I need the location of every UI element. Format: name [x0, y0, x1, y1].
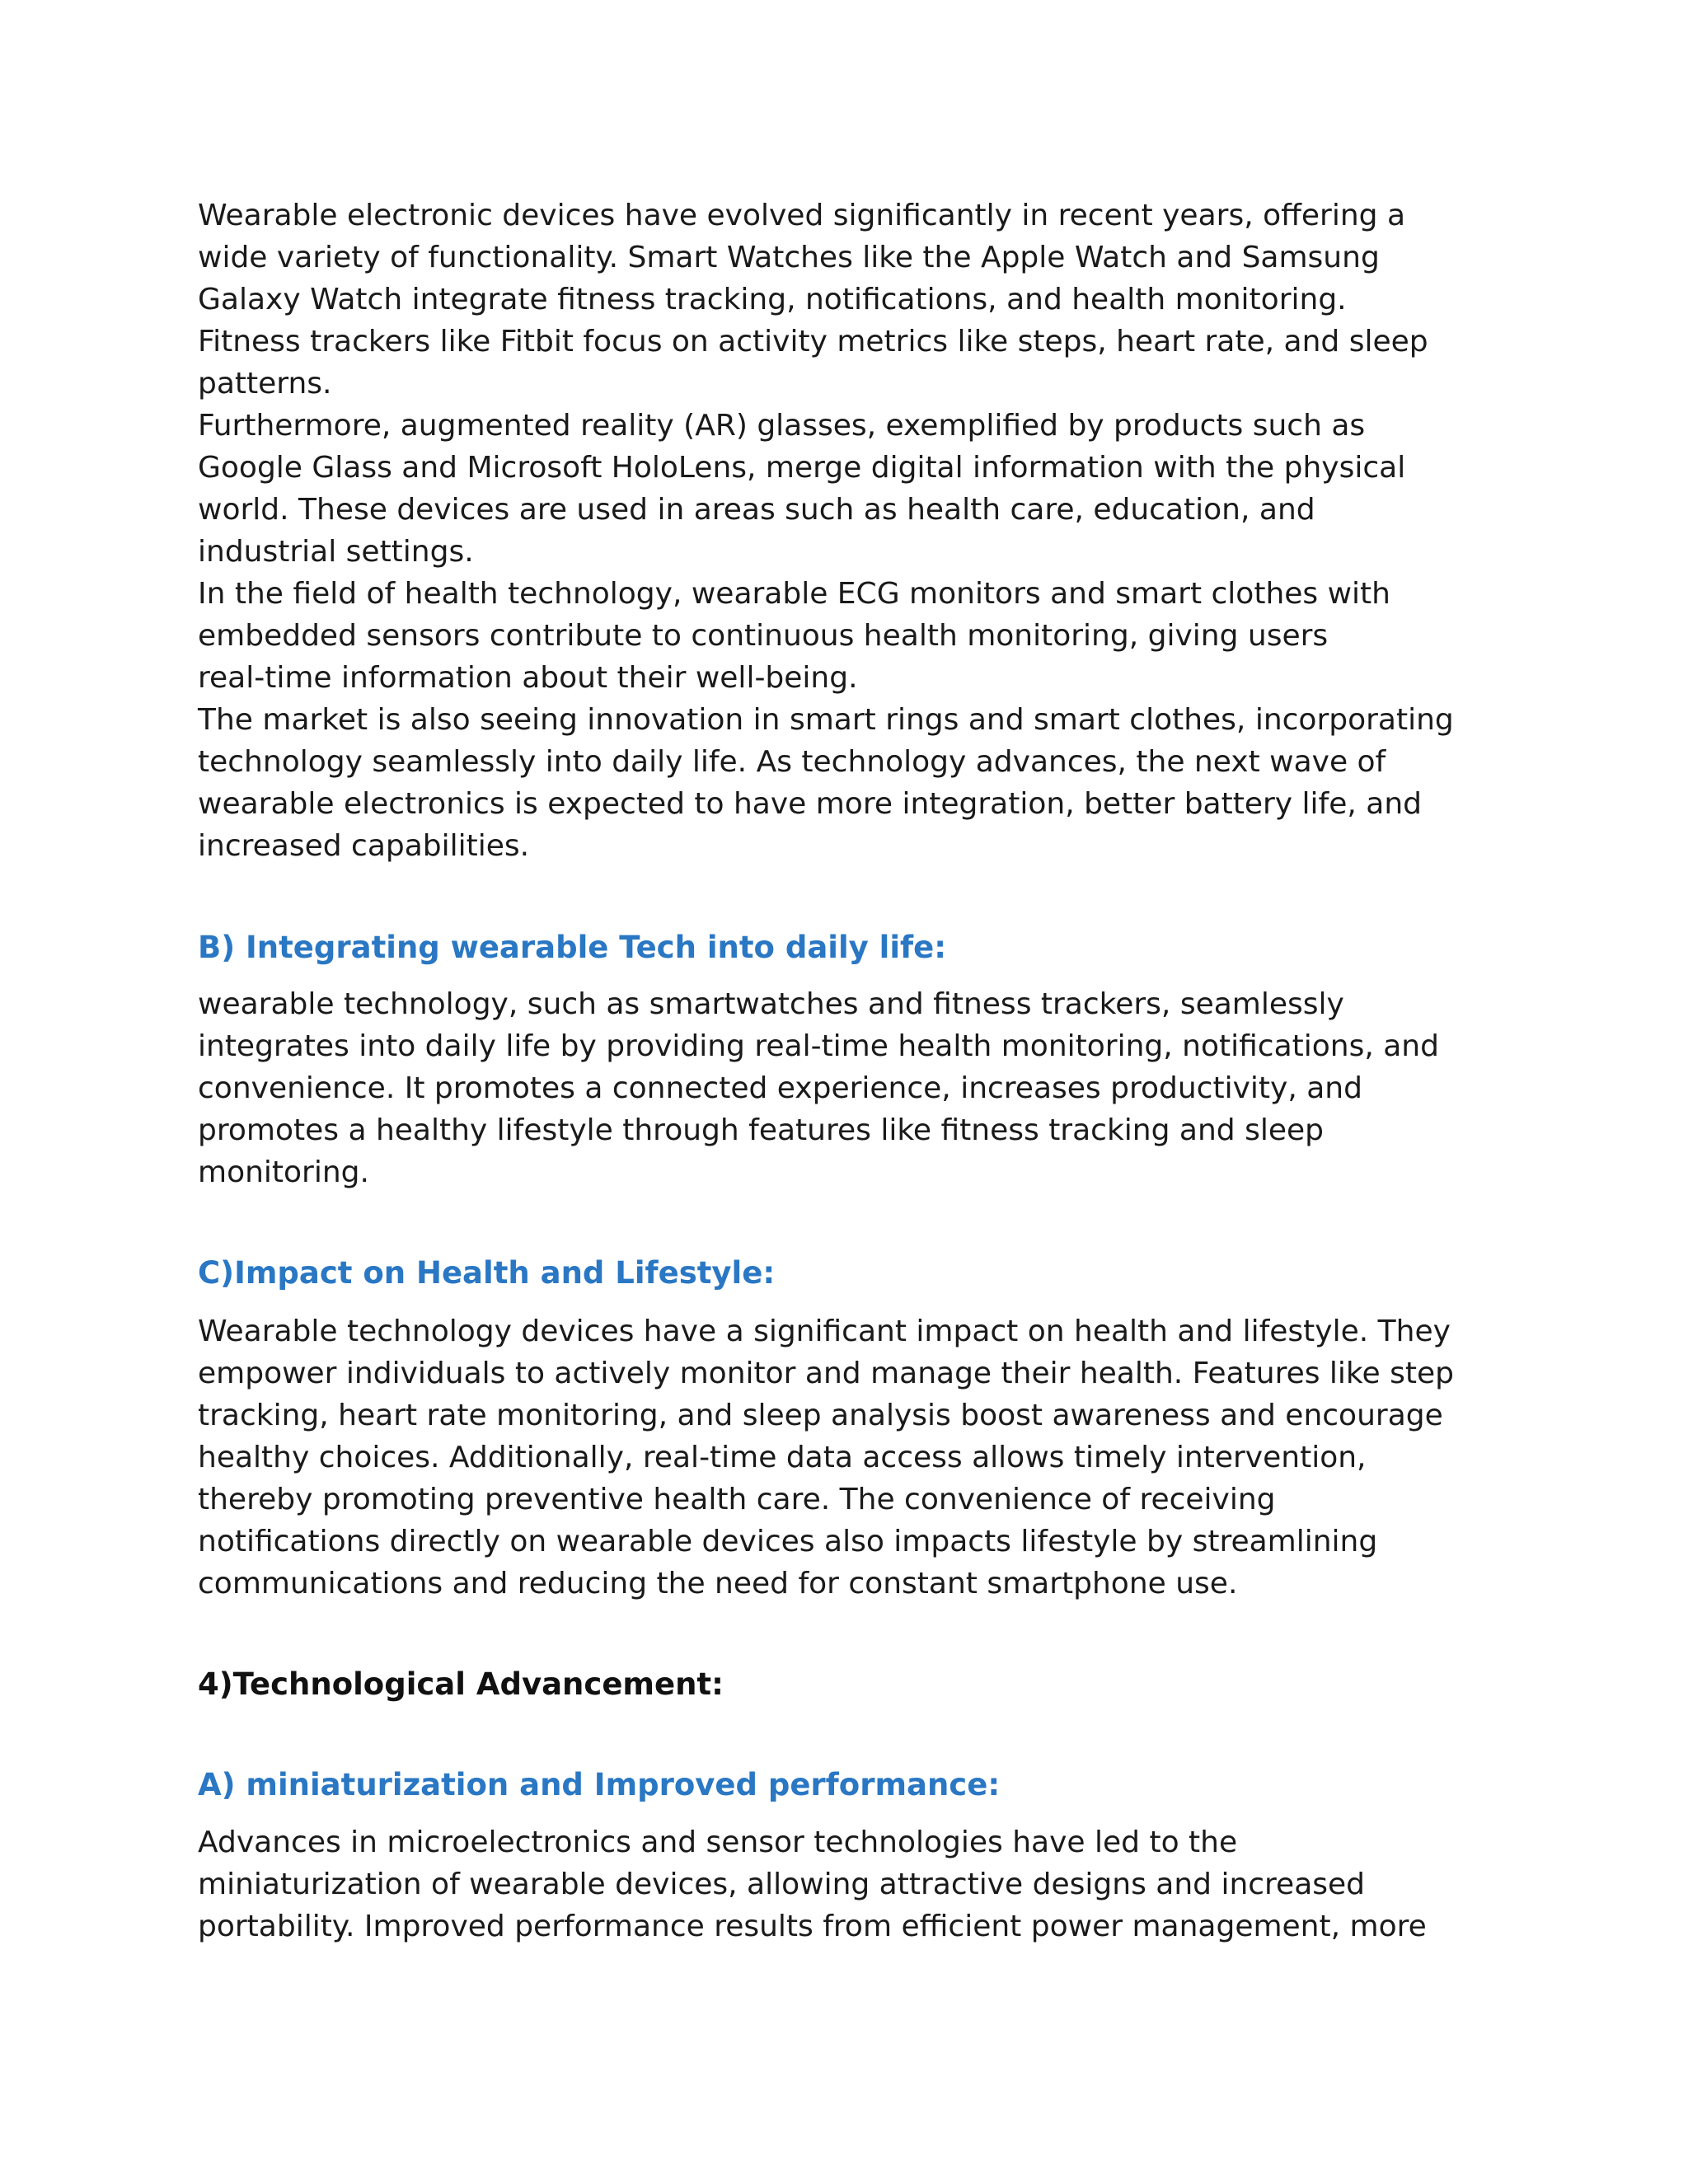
paragraph-daily-life [198, 983, 1517, 1193]
text-line: integrates into daily life by providing real-time health monitoring, notifications, and [198, 1029, 1439, 1063]
paragraph-miniaturization [198, 1821, 1517, 1947]
text-line: industrial settings. [198, 535, 474, 569]
text-line: thereby promoting preventive health care. The convenience of receiving [198, 1483, 1276, 1516]
text-line: tracking, heart rate monitoring, and sleep analysis boost awareness and encourage [198, 1399, 1443, 1432]
text-line: convenience. It promotes a connected experience, increases productivity, and [198, 1071, 1362, 1105]
text-line: wearable electronics is expected to have more integration, better battery life, and [198, 787, 1422, 821]
text-line: Galaxy Watch integrate fitness tracking, notifications, and health monitoring. [198, 283, 1347, 316]
document-page [198, 194, 1517, 1947]
text-line: miniaturization of wearable devices, allowing attractive designs and increased [198, 1868, 1366, 1901]
heading-section-a: A) miniaturization and Improved performance: [198, 1767, 1001, 1802]
text-line: Wearable technology devices have a significant impact on health and lifestyle. They [198, 1315, 1451, 1348]
text-line: monitoring. [198, 1155, 369, 1189]
text-line: healthy choices. Additionally, real-time data access allows timely intervention, [198, 1441, 1367, 1474]
heading-section-c: C)Impact on Health and Lifestyle: [198, 1255, 776, 1291]
text-line: real-time information about their well-being. [198, 661, 858, 695]
text-line: Advances in microelectronics and sensor technologies have led to the [198, 1825, 1238, 1859]
text-line: wide variety of functionality. Smart Watches like the Apple Watch and Samsung [198, 241, 1380, 274]
text-line: promotes a healthy lifestyle through features like fitness tracking and sleep [198, 1113, 1324, 1147]
paragraph-market-innovation [198, 699, 1517, 867]
text-line: communications and reducing the need for constant smartphone use. [198, 1567, 1238, 1601]
text-line: portability. Improved performance results from efficient power management, more [198, 1910, 1427, 1943]
text-line: technology seamlessly into daily life. As technology advances, the next wave of [198, 745, 1386, 779]
text-line: notifications directly on wearable devices also impacts lifestyle by streamlining [198, 1525, 1378, 1558]
text-line: increased capabilities. [198, 829, 530, 863]
paragraph-health-lifestyle [198, 1310, 1517, 1605]
text-line: world. These devices are used in areas such as health care, education, and [198, 493, 1315, 527]
heading-section-b: B) Integrating wearable Tech into daily life: [198, 930, 947, 965]
paragraph-wearable-overview [198, 194, 1517, 405]
heading-section-4: 4)Technological Advancement: [198, 1666, 724, 1702]
paragraph-ar-glasses [198, 405, 1517, 573]
text-line: embedded sensors contribute to continuous health monitoring, giving users [198, 619, 1329, 653]
text-line: Fitness trackers like Fitbit focus on activity metrics like steps, heart rate, and sleep [198, 325, 1428, 359]
text-line: The market is also seeing innovation in smart rings and smart clothes, incorporating [198, 703, 1454, 737]
text-line: Furthermore, augmented reality (AR) glasses, exemplified by products such as [198, 409, 1366, 443]
text-line: Google Glass and Microsoft HoloLens, merge digital information with the physical [198, 451, 1406, 485]
text-line: In the field of health technology, wearable ECG monitors and smart clothes with [198, 577, 1390, 611]
text-line: wearable technology, such as smartwatches and fitness trackers, seamlessly [198, 987, 1344, 1021]
text-line: Wearable electronic devices have evolved significantly in recent years, offering a [198, 199, 1406, 232]
text-line: patterns. [198, 367, 332, 401]
paragraph-health-technology [198, 573, 1517, 699]
text-line: empower individuals to actively monitor and manage their health. Features like step [198, 1357, 1454, 1390]
